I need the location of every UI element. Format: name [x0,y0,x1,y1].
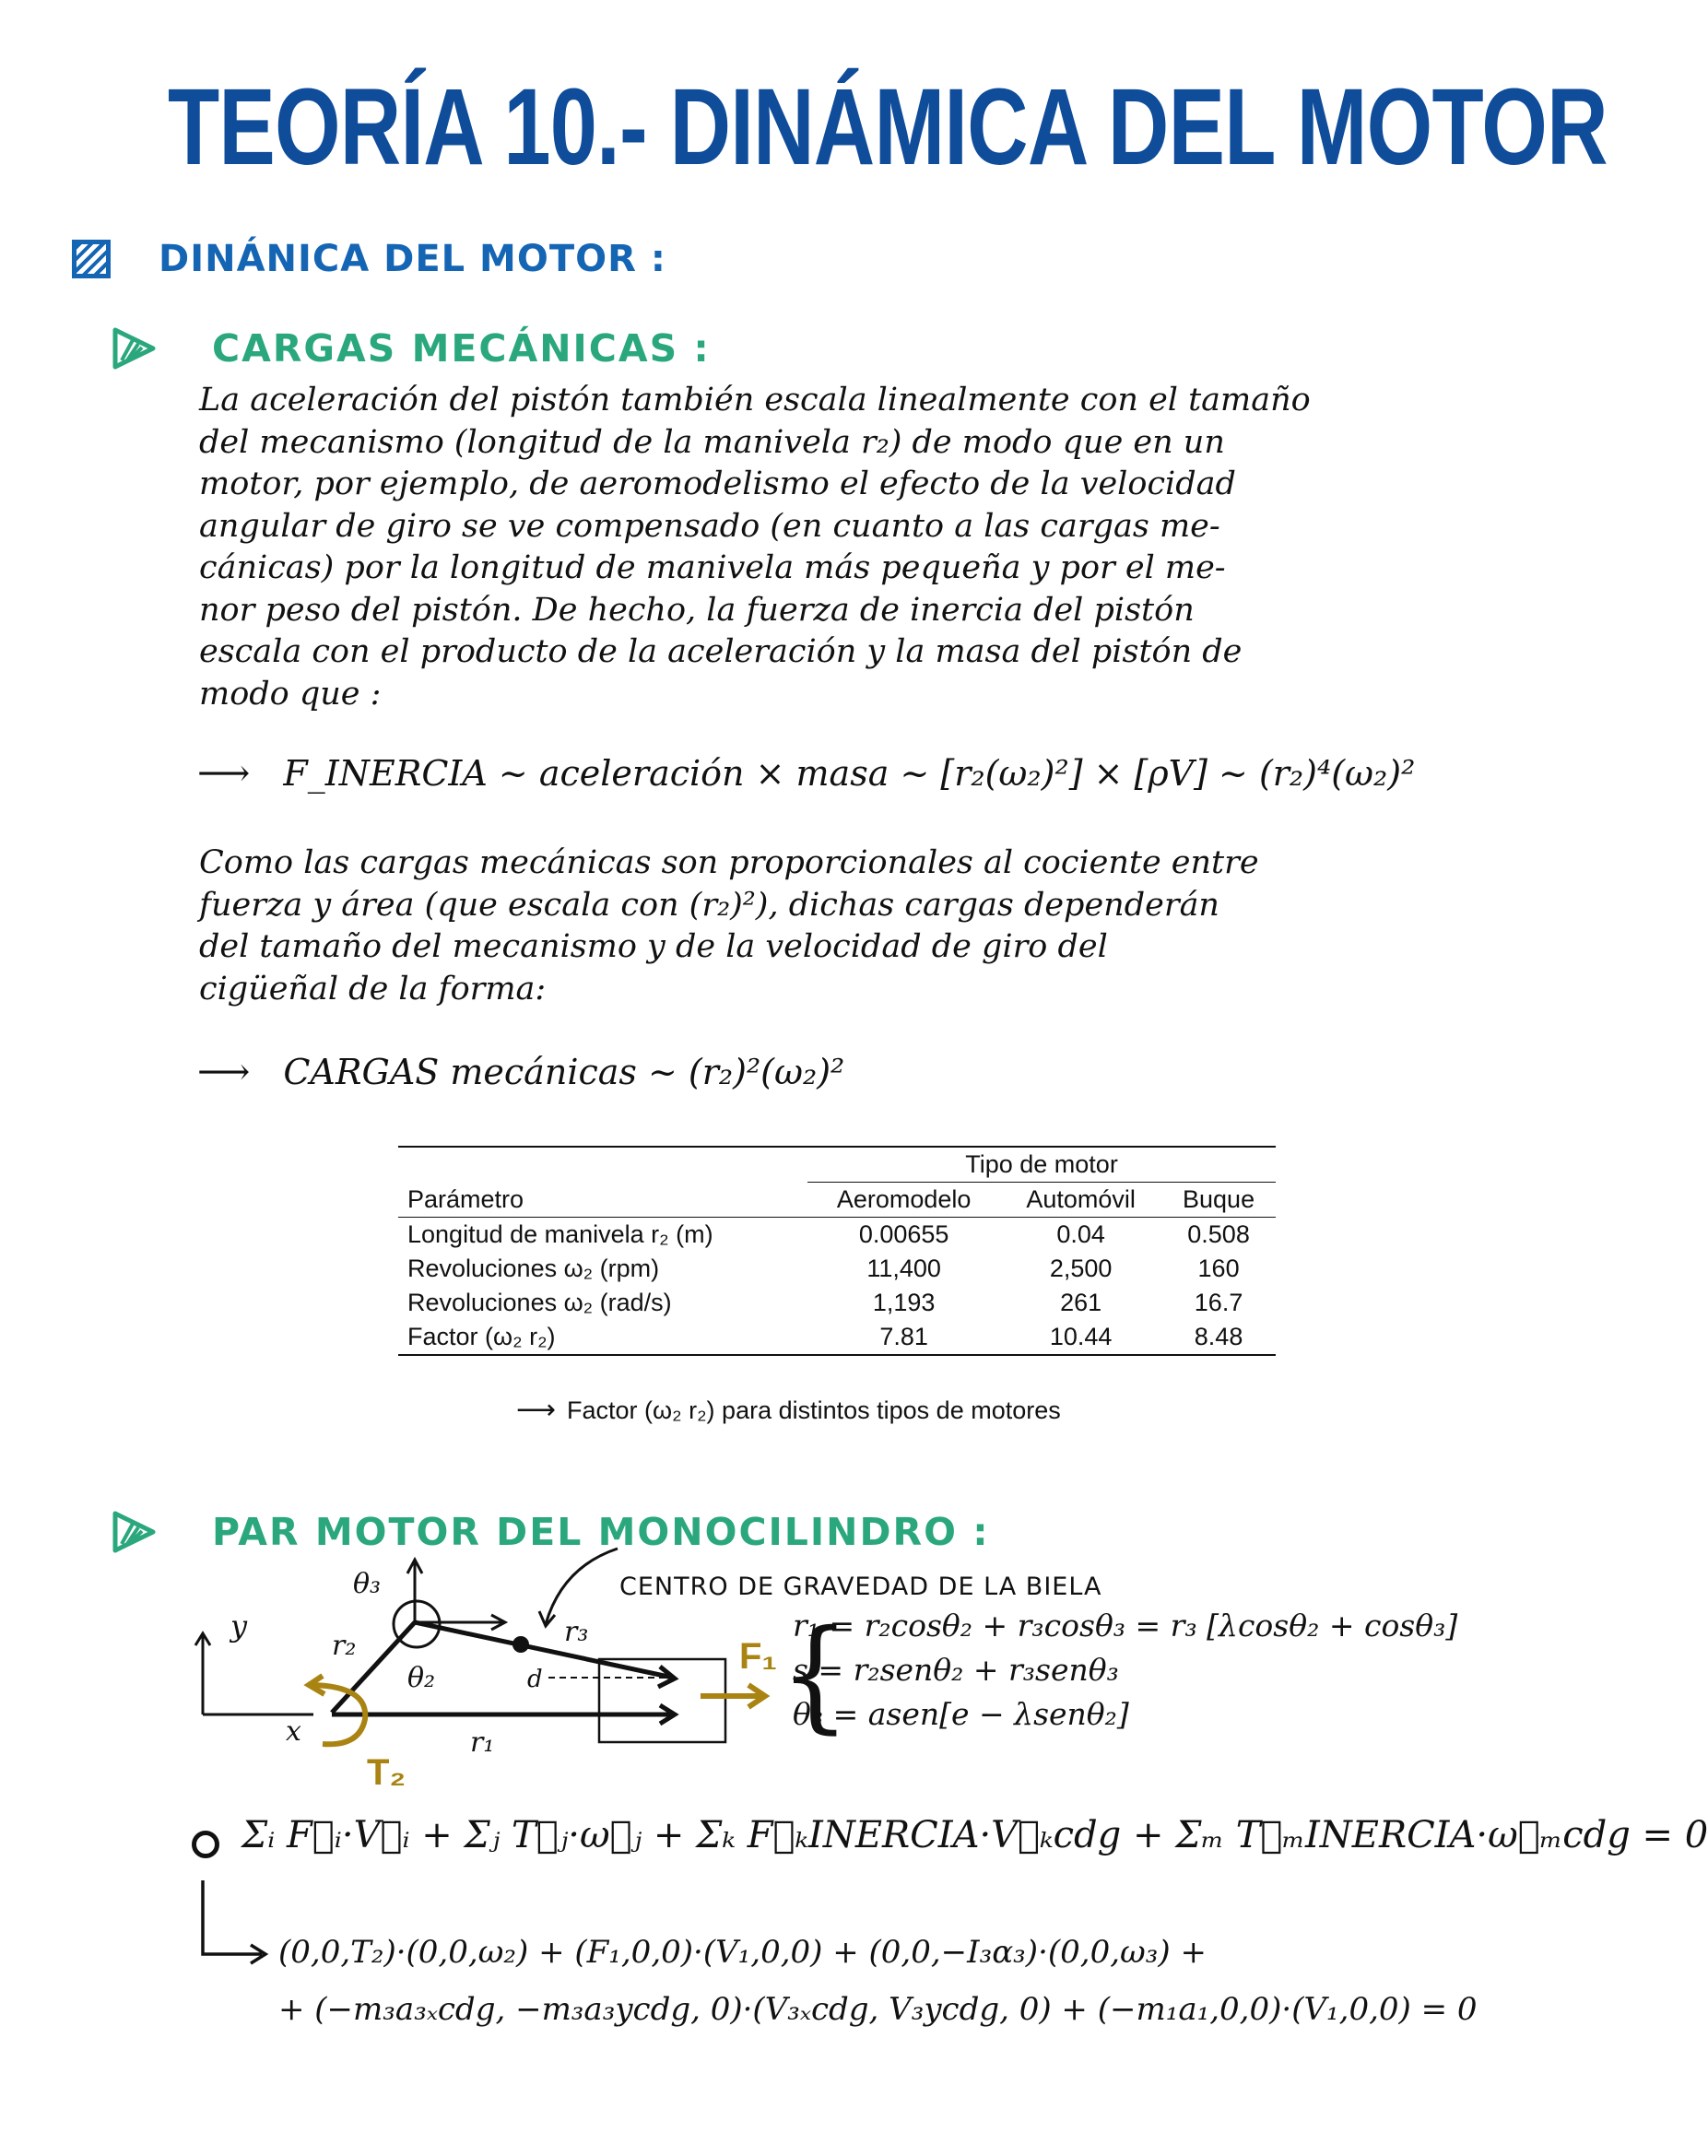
table-cell: 0.00655 [858,1220,949,1248]
label-theta3: θ₃ [353,1568,382,1600]
power-equation: Σᵢ F⃗ᵢ·V⃗ᵢ + Σⱼ T⃗ⱼ·ω⃗ⱼ + Σₖ F⃗ₖINERCIA·V⃗ₖcdg + Σₘ T⃗ₘINERCIA·ω⃗ₘcdg = 0 [241,1814,1708,1856]
table-cell: 0.04 [1056,1220,1105,1248]
table-header: Parámetro [407,1184,524,1213]
label-d: d [527,1666,543,1693]
subsection-heading-text: PAR MOTOR DEL MONOCILINDRO : [212,1510,990,1554]
section-heading-text: DINÁNICA DEL MOTOR : [159,238,666,280]
table-cell: 2,500 [1049,1255,1113,1282]
table-cell: 8.48 [1194,1323,1243,1350]
equation-cargas [197,1051,844,1093]
rod-r3 [415,1622,675,1687]
paragraph-line: cánicas) por la longitud de manivela más pequeña y por el me- [199,549,1226,586]
label-r3: r₃ [564,1616,589,1648]
label-r2: r₂ [332,1630,357,1662]
table-header: Buque [1183,1185,1255,1213]
cdg-arrow [539,1549,618,1626]
equation-text: CARGAS mecánicas ~ (r₂)²(ω₂)² [283,1052,845,1092]
paragraph-line: del mecanismo (longitud de la manivela r₂) de modo que en un [199,423,1225,461]
subsection-heading-par [111,1510,990,1554]
equation-inercia [197,752,1415,795]
system-line: s = r₂senθ₂ + r₃senθ₃ [793,1652,1119,1688]
vertical-axis [407,1560,422,1622]
table-header: Automóvil [1026,1185,1136,1213]
table-cell: 10.44 [1049,1323,1113,1350]
table-cell: Revoluciones ω₂ (rpm) [407,1255,660,1282]
right-arrow-icon: ⟶ [197,1051,251,1093]
piston [599,1659,725,1742]
system-brace: { [780,1605,851,1746]
cdg-point [512,1636,529,1653]
system-line: θ₃ = asen[e − λsenθ₂] [793,1696,1129,1732]
table-cell: 7.81 [879,1323,928,1350]
table-cell: 0.508 [1187,1220,1250,1248]
paragraph-line: angular de giro se ve compensado (en cuanto a las cargas me- [199,507,1220,545]
paragraph-line: fuerza y área (que escala con (r₂)²), dichas cargas dependerán [199,886,1219,924]
table-cell: 11,400 [866,1255,941,1282]
axes [195,1633,313,1714]
table-cell: 16.7 [1194,1289,1243,1316]
force-f1-arrow [701,1685,765,1707]
paragraph-line: Como las cargas mecánicas son proporcionales al cociente entre [199,844,1259,881]
right-arrow-icon: ⟶ [516,1395,557,1425]
paragraph-line: del tamaño del mecanismo y de la velocidad de giro del [199,928,1108,965]
equation-text: F_INERCIA ~ aceleración × masa ~ [r₂(ω₂)²] × [ρV] ~ (r₂)⁴(ω₂)² [283,753,1416,794]
paragraph-line: cigüeñal de la forma: [199,970,547,1007]
table-cell: Longitud de manivela r₂ (m) [407,1220,713,1248]
triangle-bullet-icon [111,327,157,370]
triangle-bullet-icon [111,1511,157,1553]
motor-table [398,1146,1276,1356]
kinematic-system [793,1604,1457,1737]
label-f1: F₁ [739,1636,777,1677]
caption-text: Factor (ω₂ r₂) para distintos tipos de motores [567,1396,1061,1424]
subsection-heading-cargas [111,326,711,371]
table-cell: Revoluciones ω₂ (rad/s) [407,1289,672,1316]
table-cell: Factor (ω₂ r₂) [407,1323,556,1350]
system-line: r₁ = r₂cosθ₂ + r₃cosθ₃ = r₃ [λcosθ₂ + cosθ₃] [793,1608,1458,1644]
table-group-header: Tipo de motor [807,1147,1276,1183]
section-heading [72,238,666,280]
paragraph-line: motor, por ejemplo, de aeromodelismo el efecto de la velocidad [199,465,1236,502]
page-title: TEORÍA 10.- DINÁMICA DEL MOTOR [167,66,1608,188]
label-t2: T₂ [367,1752,406,1793]
label-x: x [286,1715,301,1748]
paragraph-line: nor peso del pistón. De hecho, la fuerza de inercia del pistón [199,591,1195,629]
vector-r1 [332,1705,675,1724]
table-row [398,1252,1276,1286]
expanded-line: + (−m₃a₃ₓcdg, −m₃a₃ycdg, 0)·(V₃ₓcdg, V₃ycdg, 0) + (−m₁a₁,0,0)·(V₁,0,0) = 0 [278,1991,1478,2028]
table-cell: 1,193 [872,1289,936,1316]
paragraph-line: modo que : [199,675,382,713]
table-row [398,1218,1276,1253]
table-header: Aeromodelo [836,1185,972,1213]
label-theta2: θ₂ [407,1662,436,1694]
table-row [398,1286,1276,1320]
paragraph-line: escala con el producto de la aceleración y la masa del pistón de [199,633,1243,670]
table-cell: 160 [1197,1255,1240,1282]
circle-bullet-icon [192,1831,219,1858]
label-r1: r₁ [470,1726,495,1759]
paragraph-line: La aceleración del pistón también escala linealmente con el tamaño [199,382,1311,418]
table-caption [516,1394,1061,1426]
mechanism-diagram [184,1567,777,1797]
right-arrow-icon: ⟶ [197,752,251,795]
hatched-square-icon [72,240,111,278]
paragraph-cargas-2 [199,842,1259,1010]
elbow-arrow-icon [197,1880,280,1963]
label-centro-gravedad: CENTRO DE GRAVEDAD DE LA BIELA [619,1573,1102,1601]
table-row [398,1320,1276,1355]
paragraph-cargas [199,380,1311,715]
subsection-heading-text: CARGAS MECÁNICAS : [212,326,711,371]
expanded-line: (0,0,T₂)·(0,0,ω₂) + (F₁,0,0)·(V₁,0,0) + (0,0,−I₃α₃)·(0,0,ω₃) + [278,1934,1207,1971]
label-y: y [230,1608,248,1644]
table-cell: 261 [1060,1289,1102,1316]
